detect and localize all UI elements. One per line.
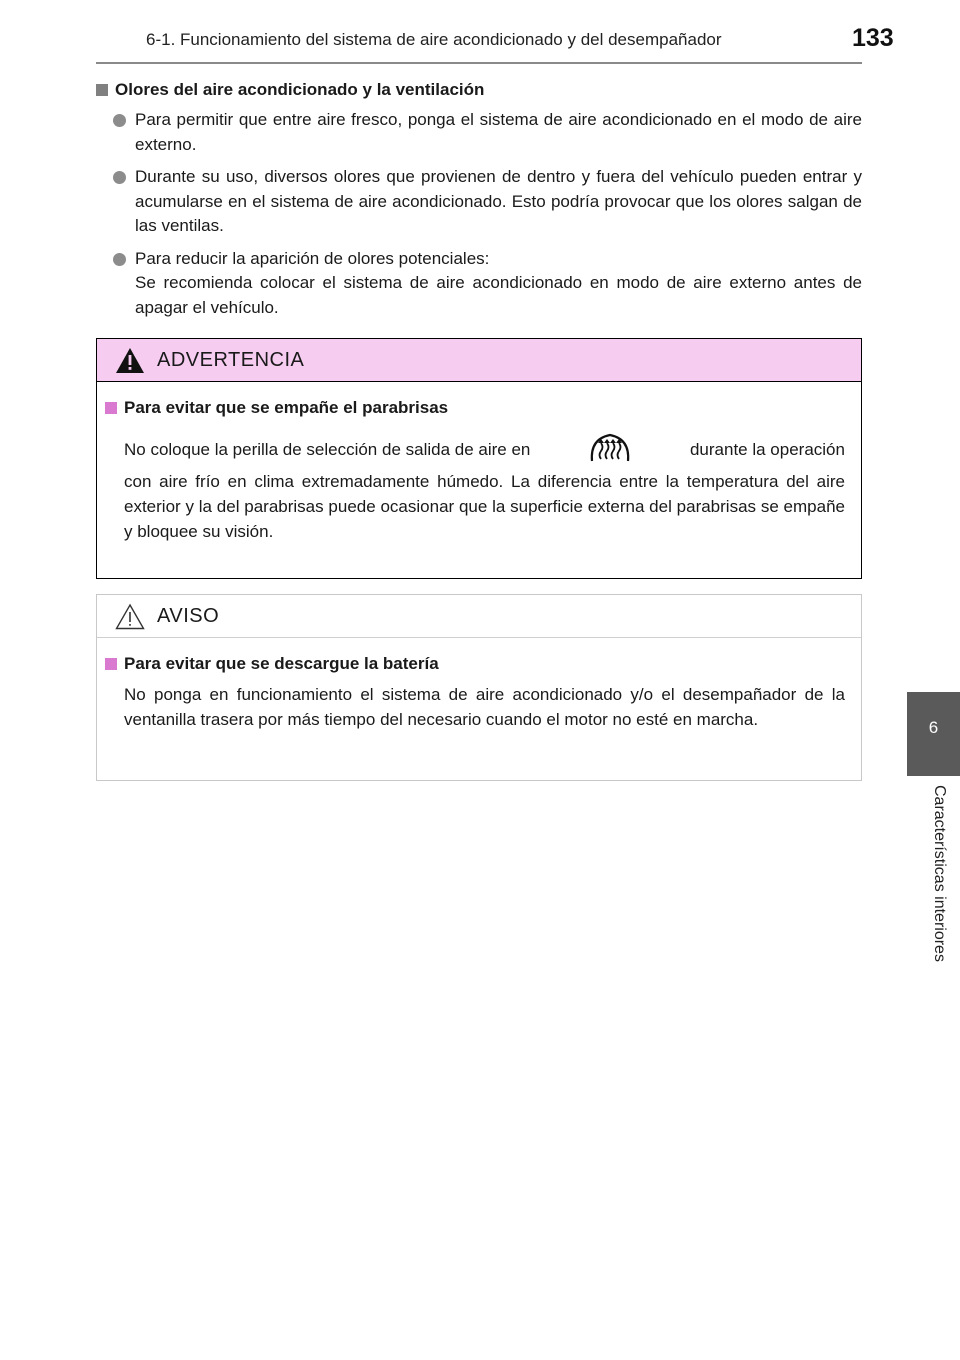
notice-heading: AVISO <box>157 604 220 627</box>
warning-subtitle-text: Para evitar que se empañe el parabrisas <box>124 398 449 417</box>
warning-text-start: No coloque la perilla de selección de salida de aire en <box>124 439 531 459</box>
warning-header <box>97 339 861 382</box>
round-bullet-icon <box>113 114 126 127</box>
notice-header <box>97 595 861 638</box>
section-heading-text: Olores del aire acondicionado y la ventilación <box>115 80 485 99</box>
chapter-side-label: Características interiores <box>931 785 948 962</box>
list-item <box>96 108 862 157</box>
list-item-text-continued: Se recomienda colocar el sistema de aire acondicionado en modo de aire externo antes de apagar el vehículo. <box>135 273 862 317</box>
list-item-text: Durante su uso, diversos olores que provienen de dentro y fuera del vehículo pueden entrar y acumularse en el sistema de aire acondicionado. Esto podría provocar que los olores salgan de las ventilas. <box>135 167 862 235</box>
odors-section <box>96 78 862 328</box>
warning-paragraph <box>105 429 845 544</box>
square-bullet-icon <box>105 658 117 670</box>
warning-body <box>97 382 861 544</box>
notice-body <box>97 638 861 732</box>
notice-paragraph: No ponga en funcionamiento el sistema de aire acondicionado y/o el desempañador de la ventanilla trasera por más tiempo del necesario cuando el motor no esté en marcha. <box>124 685 845 729</box>
warning-heading: ADVERTENCIA <box>157 348 305 371</box>
warning-text-rest: con aire frío en clima extremadamente húmedo. La diferencia entre la temperatura del aire exterior y la del parabrisas puede ocasionar que la superficie externa del parabrisas se empañe y bloquee su visión. <box>124 472 845 541</box>
warning-box <box>96 338 862 579</box>
warning-first-line <box>124 429 845 469</box>
square-bullet-icon <box>105 402 117 414</box>
list-item-text: Para permitir que entre aire fresco, ponga el sistema de aire acondicionado en el modo de aire externo. <box>135 110 862 154</box>
warning-text-middle: durante la operación <box>689 439 845 459</box>
windshield-defroster-icon <box>588 431 632 467</box>
warning-triangle-icon <box>115 347 145 374</box>
round-bullet-icon <box>113 253 126 266</box>
chapter-tab[interactable] <box>907 692 960 776</box>
list-item-text: Para reducir la aparición de olores potenciales: <box>135 248 490 268</box>
page-header <box>0 0 905 64</box>
round-bullet-icon <box>113 171 126 184</box>
page-number: 133 <box>852 24 894 52</box>
warning-subtitle <box>105 396 845 420</box>
list-item <box>96 165 862 239</box>
square-bullet-icon <box>96 84 108 96</box>
notice-subtitle-text: Para evitar que se descargue la batería <box>124 654 439 673</box>
list-item <box>96 247 862 321</box>
chapter-tab-number: 6 <box>928 718 939 737</box>
caution-triangle-icon <box>115 603 145 630</box>
notice-subtitle <box>105 652 845 676</box>
header-divider <box>96 62 862 64</box>
section-heading <box>96 78 862 102</box>
chapter-title: 6-1. Funcionamiento del sistema de aire acondicionado y del desempañador <box>146 30 722 49</box>
notice-box <box>96 594 862 781</box>
